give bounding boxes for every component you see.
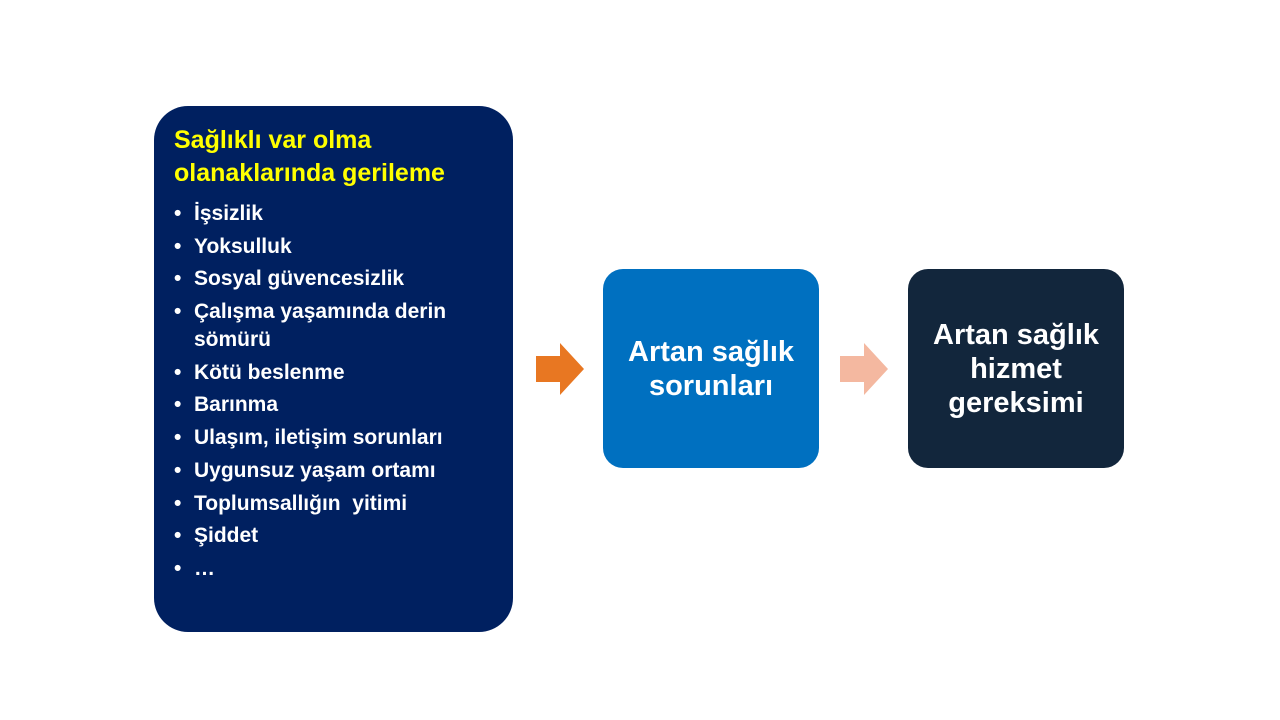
need-box [908,269,1124,468]
cause-item: • Çalışma yaşamında derin sömürü [174,298,493,354]
arrow-right-icon [840,343,888,395]
cause-item: • İşsizlik [174,200,493,228]
problems-box [603,269,819,468]
cause-item: • Yoksulluk [174,233,493,261]
need-label: Artan sağlık hizmet gereksimi [933,318,1099,419]
problems-label: Artan sağlık sorunları [628,335,794,402]
cause-item: • Şiddet [174,522,493,550]
causes-title: Sağlıklı var olma olanaklarında gerileme [174,126,445,187]
cause-item: • Uygunsuz yaşam ortamı [174,457,493,485]
causes-list [174,200,493,583]
cause-item: • Ulaşım, iletişim sorunları [174,424,493,452]
cause-item: • Barınma [174,391,493,419]
cause-item: • … [174,555,493,583]
cause-item: • Kötü beslenme [174,359,493,387]
cause-item: • Toplumsallığın yitimi [174,490,493,518]
arrow-right-icon [536,343,584,395]
causes-box [154,106,513,632]
cause-item: • Sosyal güvencesizlik [174,265,493,293]
